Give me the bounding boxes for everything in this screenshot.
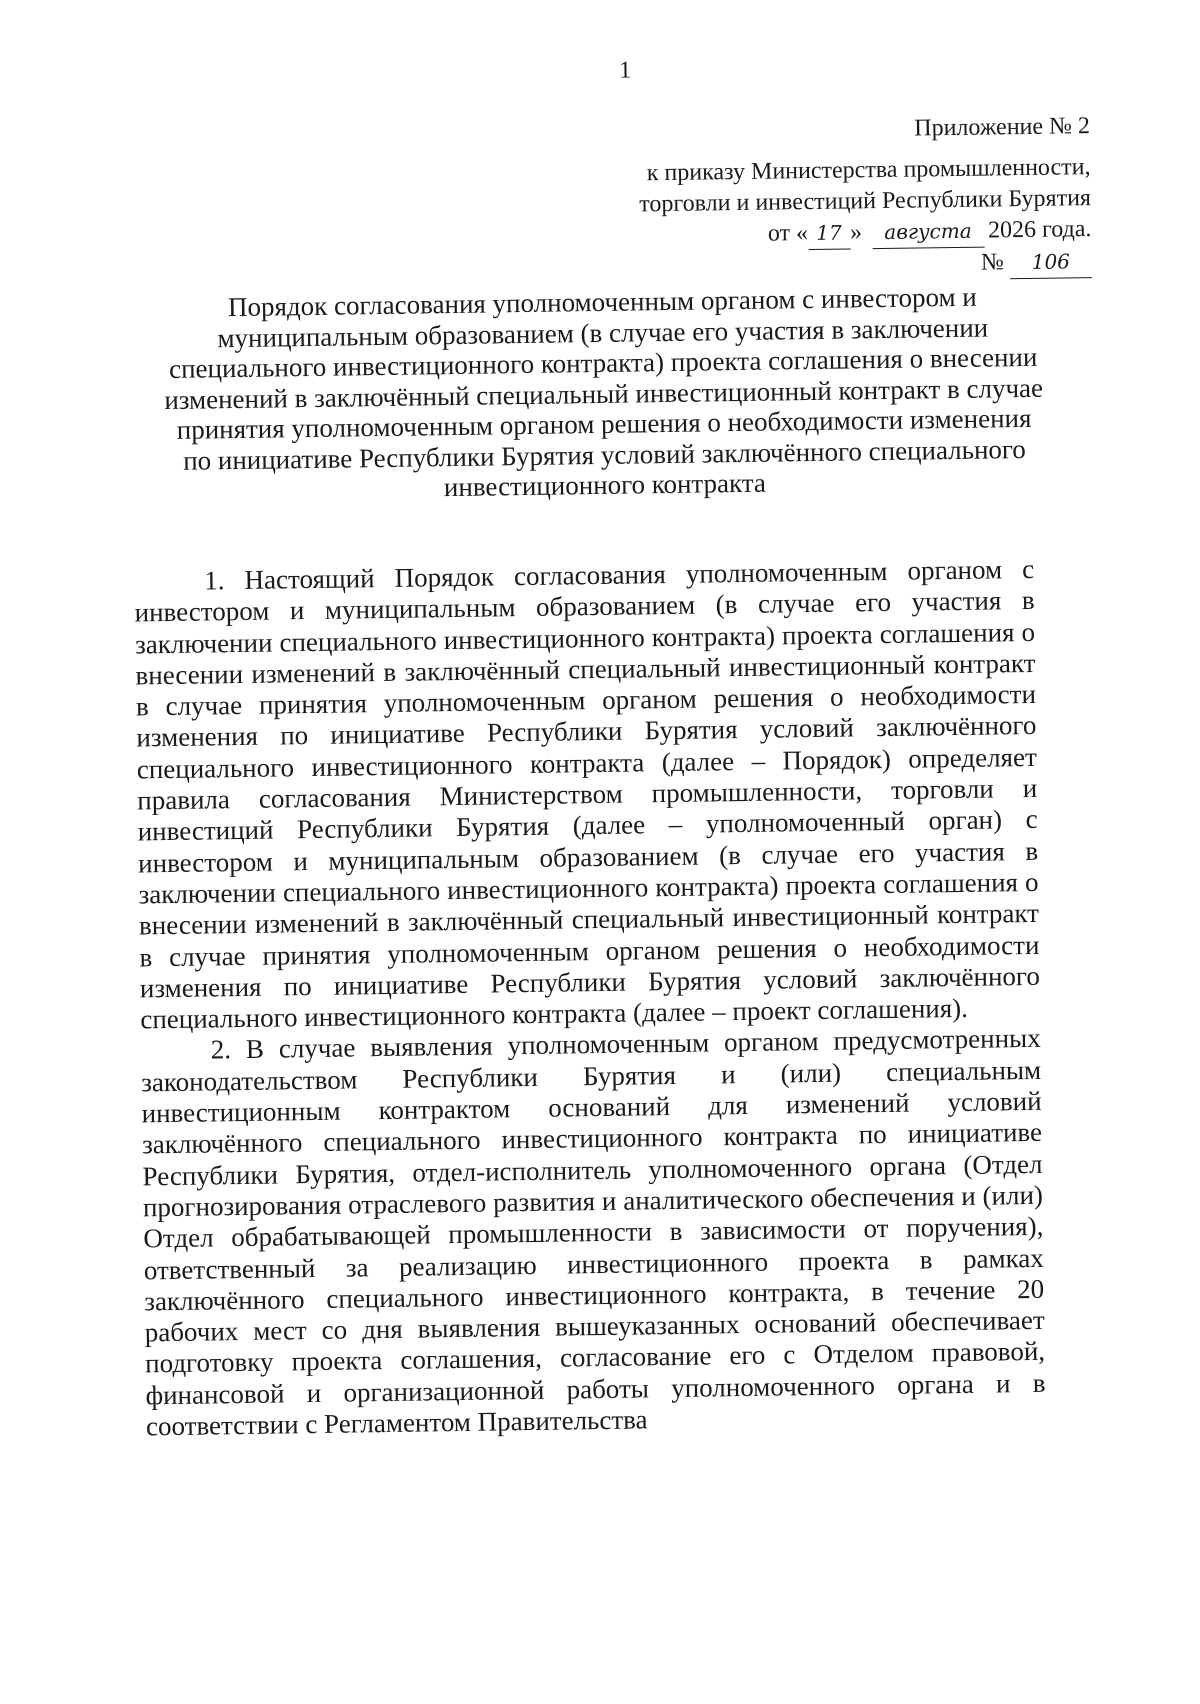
number-prefix: № xyxy=(980,249,1005,276)
paragraph-2: 2. В случае выявления уполномоченным органом предусмотренных законодательством Республики Бурятия и (или) специальным инвестиционным контрактом оснований для изменений условий заключённого специального инвестиционного контракта по инициативе Республики Бурятия, отдел-исполнитель уполномоченного органа (Отдел прогнозирования отраслевого развития и аналитического обеспечения и (или) Отдел обрабатывающей промышленности в зависимости от поручения), ответственный за реализацию инвестиционного проекта в рамках заключённого специального инвестиционного контракта, в течение 20 рабочих мест со дня выявления вышеуказанных оснований обеспечивает подготовку проекта соглашения, согласование его с Отделом правовой, финансовой и организационной работы уполномоченного органа и в соответствии с Регламентом Правительства xyxy=(141,1023,1046,1442)
date-mid: » xyxy=(849,219,863,246)
document-header xyxy=(570,111,1092,285)
appendix-label: Приложение № 2 xyxy=(914,113,1091,142)
paragraph-1: 1. Настоящий Порядок согласования уполномоченным органом с инвестором и муниципальным образованием (в случае его участия в заключении специального инвестиционного контракта) проекта соглашения о внесении изменений в заключённый специальный инвестиционный контракт в случае принятия уполномоченным органом решения о необходимости изменения по инициативе Республики Бурятия условий заключённого специального инвестиционного контракта (далее – Порядок) определяет правила согласования Министерством промышленности, торговли и инвестиций Республики Бурятия (далее – уполномоченный орган) с инвестором и муниципальным образованием (в случае его участия в заключении специального инвестиционного контракта) проекта соглашения о внесении изменений в заключённый специальный инвестиционный контракт в случае принятия уполномоченным органом решения о необходимости изменения по инициативе Республики Бурятия условий заключённого специального инвестиционного контракта (далее – проект соглашения). xyxy=(134,553,1041,1035)
handwritten-month: августа xyxy=(872,216,984,250)
handwritten-order-number: 106 xyxy=(1010,246,1092,279)
handwritten-day: 17 xyxy=(808,217,850,250)
order-reference-line-2: торговли и инвестиций Республики Бурятия xyxy=(639,185,1092,218)
document-body xyxy=(134,554,1046,1443)
order-reference-line-1: к приказу Министерства промышленности, xyxy=(646,154,1091,187)
date-suffix: 2026 года. xyxy=(987,216,1092,244)
document-title: Порядок согласования уполномоченным органом с инвестором и муниципальным образованием (в случае его участия в заключении специального инвестиционного контракта) проекта соглашения о внесении изменений в заключённый специальный инвестиционный контракт в случае принятия уполномоченным органом решения о необходимости изменения по инициативе Республики Бурятия условий заключённого специального инвестиционного контракта xyxy=(164,281,1044,503)
page-number: 1 xyxy=(618,57,632,84)
order-number-line xyxy=(572,246,1092,285)
date-prefix: от « xyxy=(767,220,809,247)
